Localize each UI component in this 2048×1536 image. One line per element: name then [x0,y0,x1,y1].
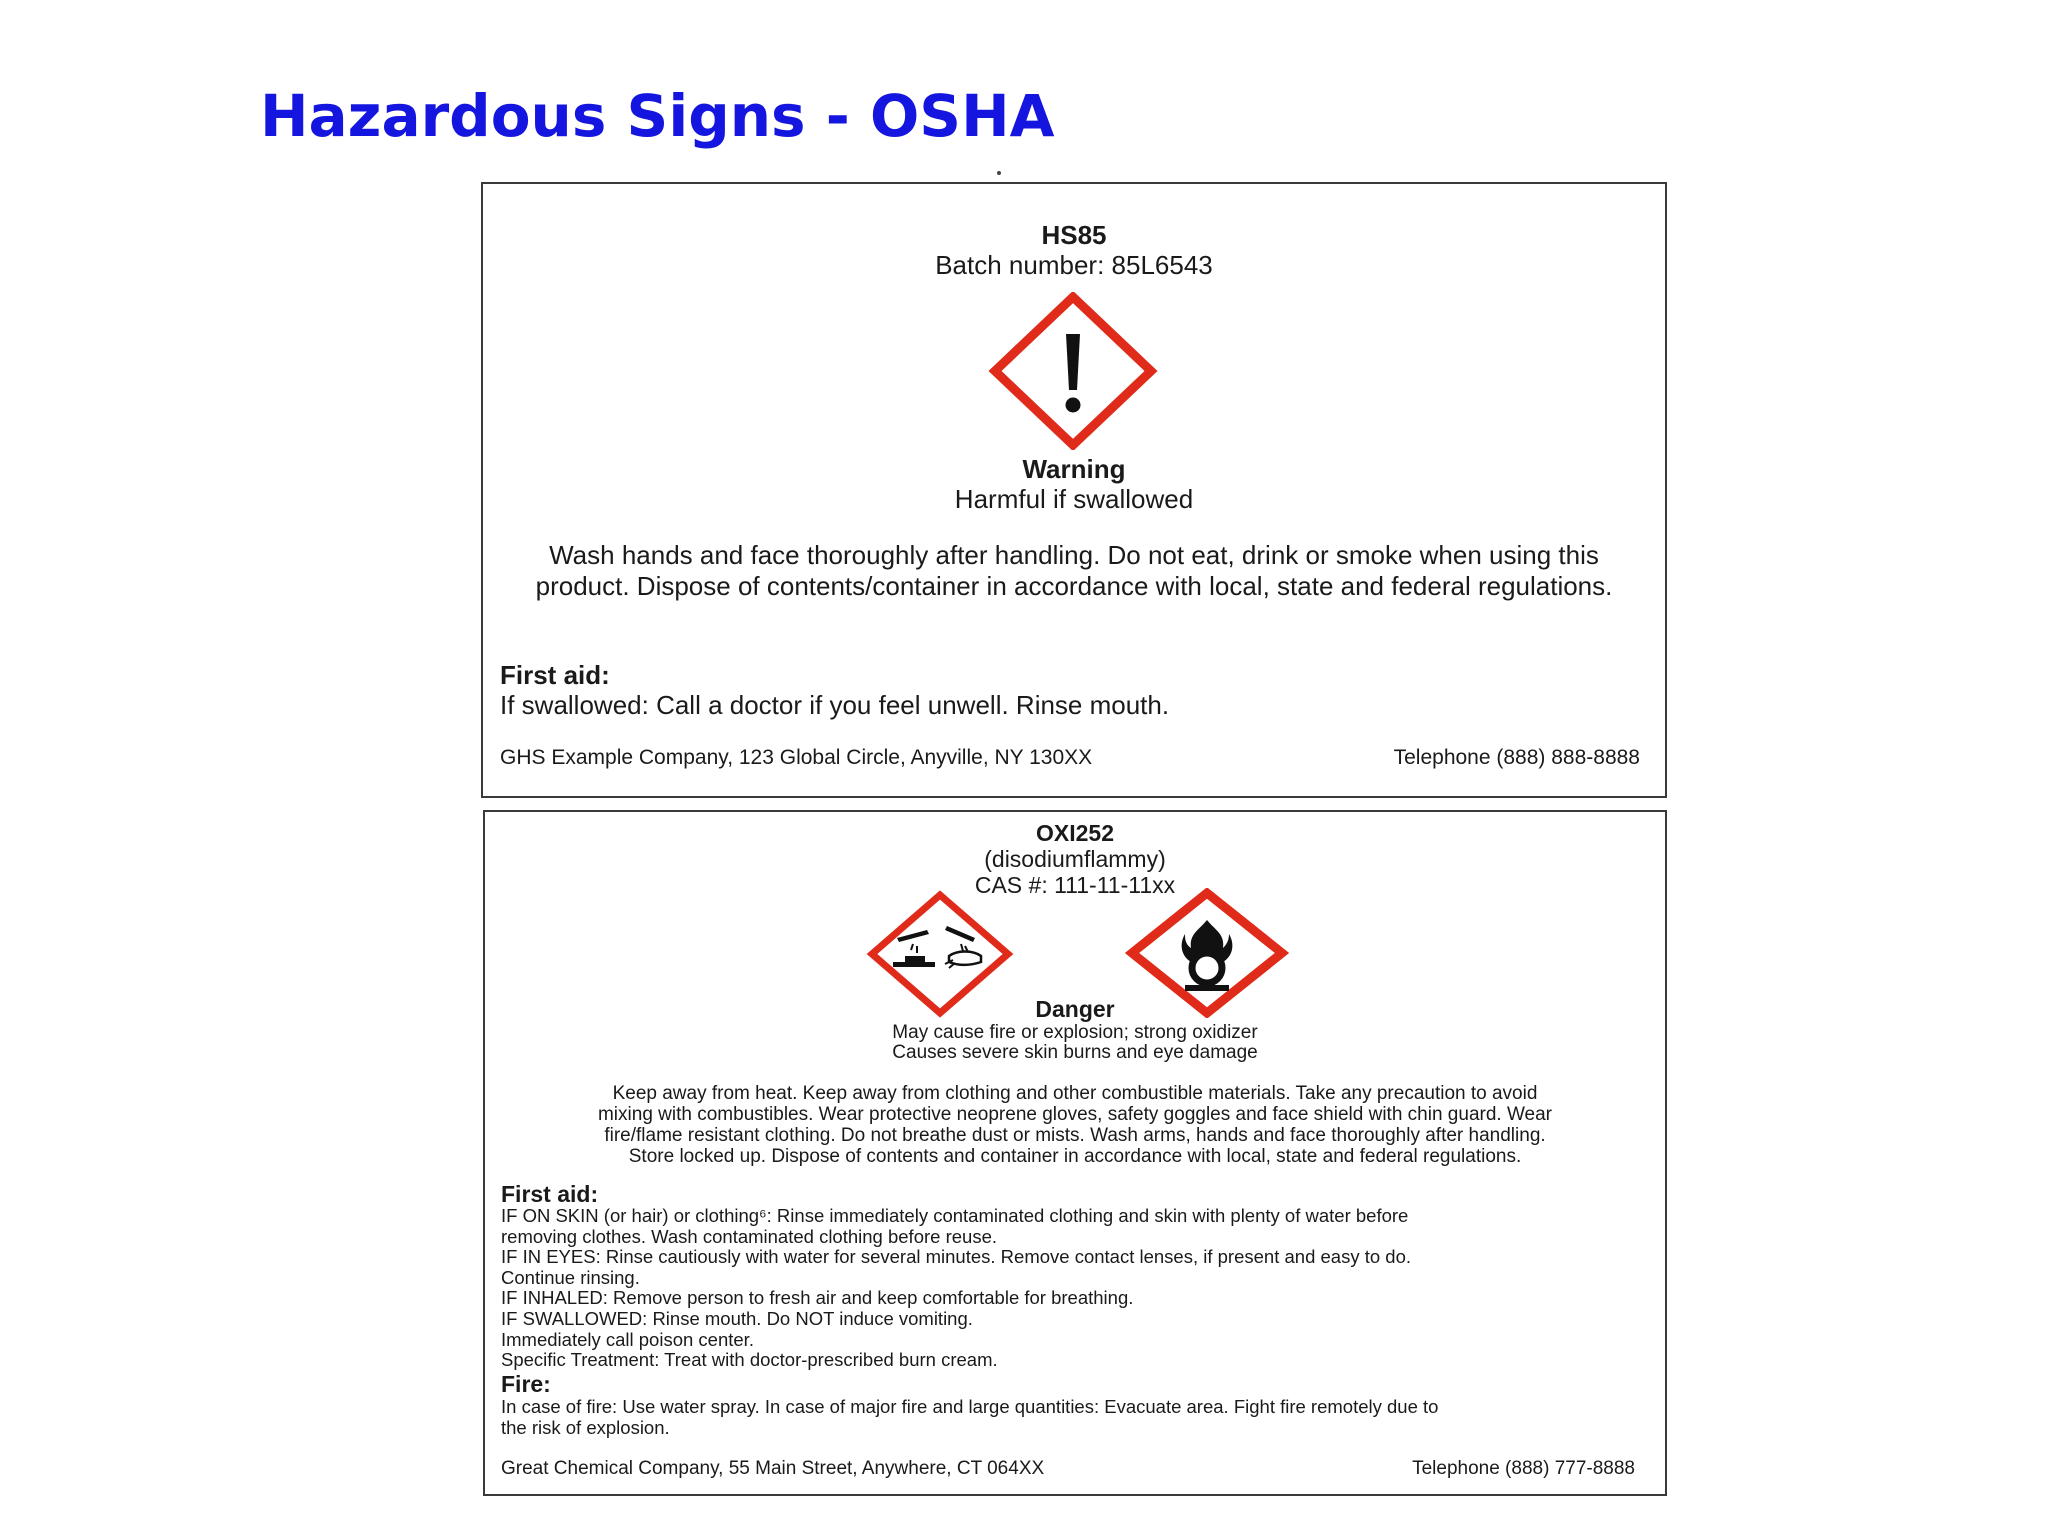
first-aid-text: If swallowed: Call a doctor if you feel unwell. Rinse mouth. [500,690,1170,720]
first-aid-line: Continue rinsing. [501,1266,640,1288]
cas-number: CAS #: 111-11-11xx [974,872,1176,898]
hazard-statement: Harmful if swallowed [954,484,1194,514]
precautionary-line: Wash hands and face thoroughly after handling. Do not eat, drink or smoke when using this [549,540,1599,570]
first-aid-line: IF IN EYES: Rinse cautiously with water for several minutes. Remove contact lenses, if present and easy to do. [501,1246,1411,1268]
first-aid-line: IF SWALLOWED: Rinse mouth. Do NOT induce vomiting. [501,1307,973,1329]
hazard-statement: Causes severe skin burns and eye damage [892,1042,1258,1063]
first-aid-line: IF INHALED: Remove person to fresh air and keep comfortable for breathing. [501,1287,1134,1309]
first-aid-line: IF ON SKIN (or hair) or clothing⁶: Rinse immediately contaminated clothing and skin with plenty of water before [501,1205,1409,1226]
fire-line: In case of fire: Use water spray. In case of major fire and large quantities: Evacuate area. Fight fire remotely due to [501,1396,1439,1417]
hazard-statement: May cause fire or explosion; strong oxidizer [892,1022,1258,1043]
first-aid-line: Specific Treatment: Treat with doctor-prescribed burn cream. [501,1349,998,1371]
precautionary-statements [483,540,1665,602]
first-aid-text [501,1206,1411,1371]
supplier-telephone: Telephone (888) 777-8888 [1412,1458,1635,1479]
supplier-telephone: Telephone (888) 888-8888 [1393,746,1640,769]
batch-number: Batch number: 85L6543 [935,250,1213,280]
first-aid-heading: First aid: [501,1181,599,1207]
exclamation-mark-icon [988,292,1158,450]
supplier-info: GHS Example Company, 123 Global Circle, Anyville, NY 130XX [500,746,1093,769]
precautionary-line: mixing with combustibles. Wear protective neoprene gloves, safety goggles and face shield with chin guard. Wear [597,1104,1553,1125]
supplier-info: Great Chemical Company, 55 Main Street, Anywhere, CT 064XX [501,1458,1045,1479]
stray-dot [997,171,1001,175]
precautionary-line: Store locked up. Dispose of contents and container in accordance with local, state and federal regulations. [628,1146,1522,1167]
product-identifier: OXI252 [1036,820,1114,846]
chemical-name: (disodiumflammy) [984,846,1166,872]
signal-word: Warning [1022,454,1126,484]
first-aid-line: Immediately call poison center. [501,1328,754,1350]
precautionary-line: Keep away from heat. Keep away from clothing and other combustible materials. Take any precaution to avoid [612,1083,1538,1104]
fire-line: the risk of explosion. [501,1417,670,1438]
product-identifier: HS85 [1041,220,1107,250]
precautionary-statements [485,1083,1665,1167]
signal-word: Danger [1035,996,1115,1022]
precautionary-line: fire/flame resistant clothing. Do not breathe dust or mists. Wash arms, hands and face thoroughly after handling. [604,1125,1546,1146]
label-oxi252 [483,810,1667,1496]
fire-text [501,1396,1438,1438]
fire-heading: Fire: [501,1371,551,1397]
first-aid-heading: First aid: [500,660,610,690]
slide-title: Hazardous Signs - OSHA [260,82,1055,150]
precautionary-line: product. Dispose of contents/container in accordance with local, state and federal regulations. [535,571,1613,601]
first-aid-line: removing clothes. Wash contaminated clothing before reuse. [501,1225,997,1247]
label-hs85 [481,182,1667,798]
